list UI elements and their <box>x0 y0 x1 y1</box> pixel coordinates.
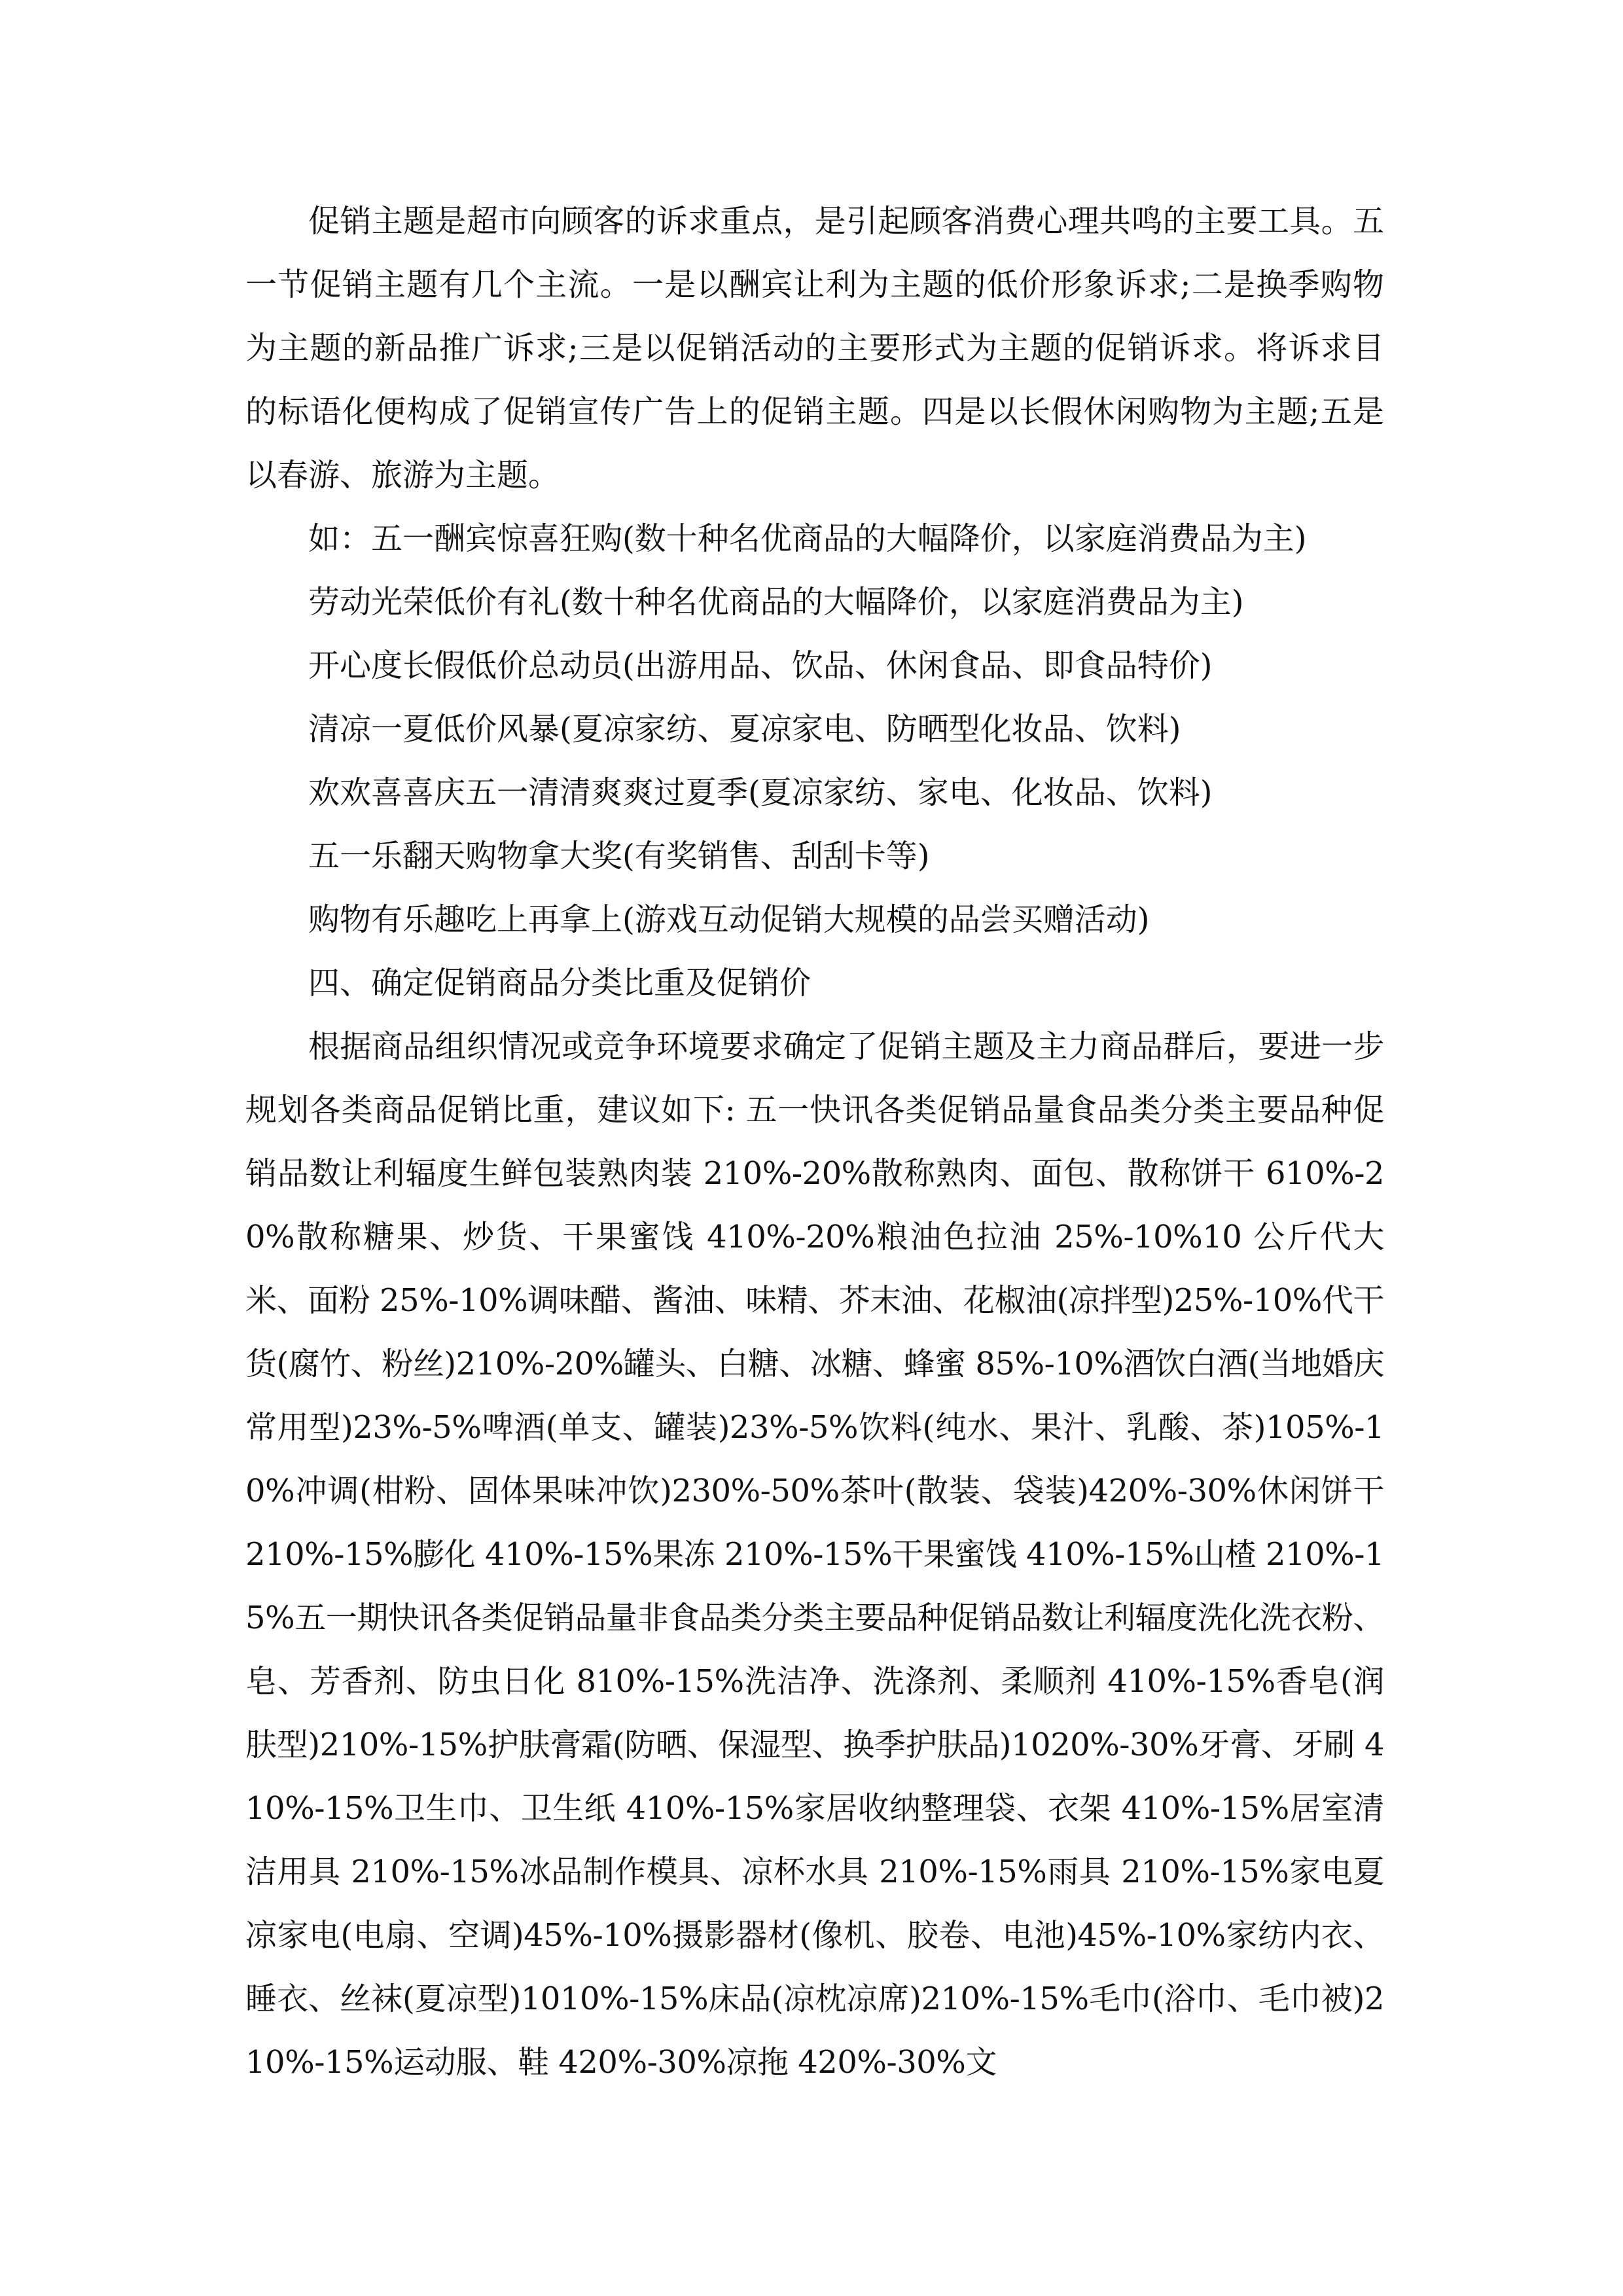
example-line-7: 购物有乐趣吃上再拿上(游戏互动促销大规模的品尝买赠活动) <box>308 901 1150 938</box>
example-line-2: 劳动光荣低价有礼(数十种名优商品的大幅降价，以家庭消费品为主) <box>308 584 1244 620</box>
intro-paragraph: 促销主题是超市向顾客的诉求重点，是引起顾客消费心理共鸣的主要工具。五一节促销主题有几个主流。一是以酬宾让利为主题的低价形象诉求;二是换季购物为主题的新品推广诉求;三是以促销活动的主要形式为主题的促销诉求。将诉求目的标语化便构成了促销宣传广告上的促销主题。四是以长假休闲购物为主题;五是以春游、旅游为主题。 <box>245 203 1384 493</box>
example-line-1: 如：五一酬宾惊喜狂购(数十种名优商品的大幅降价，以家庭消费品为主) <box>308 520 1307 557</box>
example-line-5: 欢欢喜喜庆五一清清爽爽过夏季(夏凉家纺、家电、化妆品、饮料) <box>308 774 1213 811</box>
section-heading: 四、确定促销商品分类比重及促销价 <box>308 965 812 1001</box>
example-line-6: 五一乐翻天购物拿大奖(有奖销售、刮刮卡等) <box>308 838 930 874</box>
example-line-4: 清凉一夏低价风暴(夏凉家纺、夏凉家电、防晒型化妆品、饮料) <box>308 711 1181 747</box>
allocation-paragraph: 根据商品组织情况或竞争环境要求确定了促销主题及主力商品群后，要进一步规划各类商品促销比重，建议如下: 五一快讯各类促销品量食品类分类主要品种促销品数让利辐度生鲜包装熟肉装 210%-20%散称熟肉、面包、散称饼干 610%-20%散称糖果、炒货、干果蜜饯 410%-20%粮油色拉油 25%-10%10 公斤代大米、面粉 25%-10%调味醋、酱油、味精、芥末油、花椒油(凉拌型)25%-10%代干货(腐竹、粉丝)210%-20%罐头、白糖、冰糖、蜂蜜 85%-10%酒饮白酒(当地婚庆常用型)23%-5%啤酒(单支、罐装)23%-5%饮料(纯水、果汁、乳酸、茶)105%-10%冲调(柑粉、固体果味冲饮)230%-50%茶叶(散装、袋装)420%-30%休闲饼干 210%-15%膨化 410%-15%果冻 210%-15%干果蜜饯 410%-15%山楂 210%-15%五一期快讯各类促销品量非食品类分类主要品种促销品数让利辐度洗化洗衣粉、皂、芳香剂、防虫日化 810%-15%洗洁净、洗涤剂、柔顺剂 410%-15%香皂(润肤型)210%-15%护肤膏霜(防晒、保湿型、换季护肤品)1020%-30%牙膏、牙刷 410%-15%卫生巾、卫生纸 410%-15%家居收纳整理袋、衣架 410%-15%居室清洁用具 210%-15%冰品制作模具、凉杯水具 210%-15%雨具 210%-15%家电夏凉家电(电扇、空调)45%-10%摄影器材(像机、胶卷、电池)45%-10%家纺内衣、睡衣、丝袜(夏凉型)1010%-15%床品(凉枕凉席)210%-15%毛巾(浴巾、毛巾被)210%-15%运动服、鞋 420%-30%凉拖 420%-30%文 <box>245 1028 1384 2081</box>
example-line-3: 开心度长假低价总动员(出游用品、饮品、休闲食品、即食品特价) <box>308 647 1213 684</box>
document-body <box>245 190 1384 2094</box>
